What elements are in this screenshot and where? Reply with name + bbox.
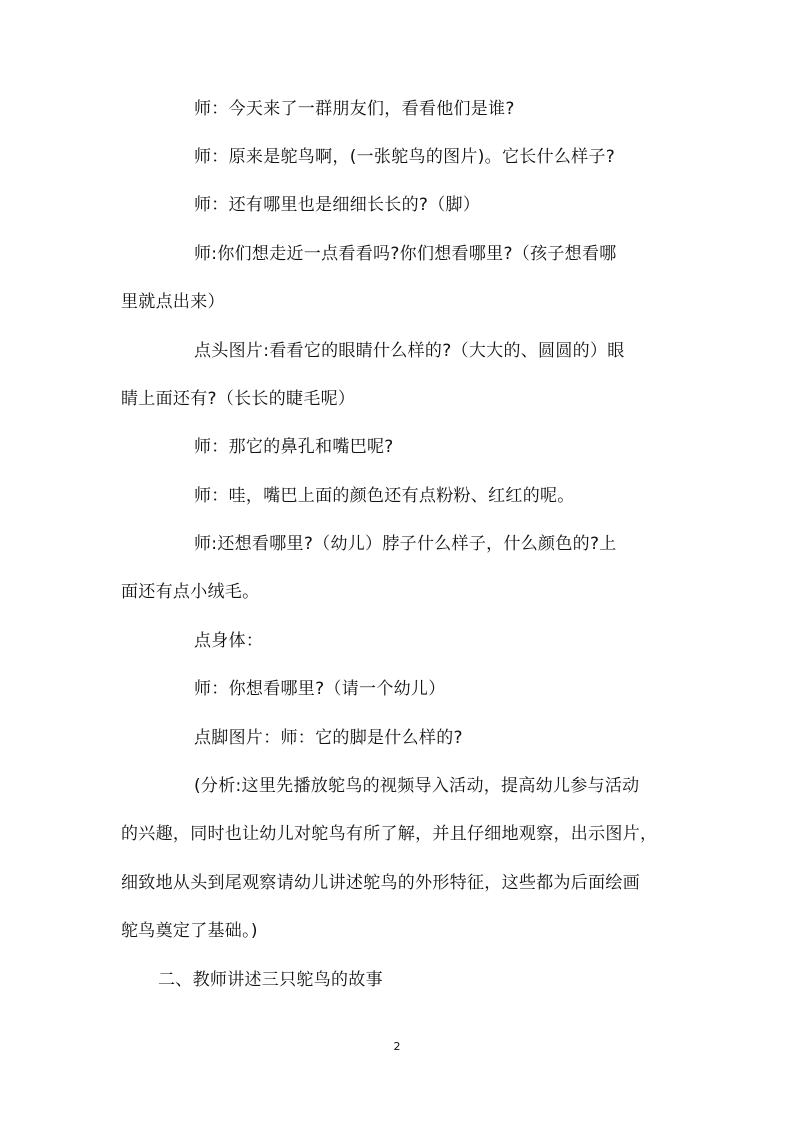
text-line-17: 细致地从头到尾观察请幼儿讲述鸵鸟的外形特征，这些都为后面绘画 [121, 873, 640, 893]
text-line-1: 师：今天来了一群朋友们，看看他们是谁? [194, 99, 515, 119]
text-line-7: 睛上面还有?（长长的睫毛呢） [121, 389, 356, 409]
text-line-18: 鸵鸟奠定了基础。) [121, 921, 258, 941]
text-line-3: 师：还有哪里也是细细长长的?（脚） [194, 195, 481, 215]
text-line-4: 师:你们想走近一点看看吗?你们想看哪里?（孩子想看哪 [194, 244, 617, 264]
text-line-16: 的兴趣，同时也让幼儿对鸵鸟有所了解，并且仔细地观察，出示图片， [121, 824, 658, 844]
text-line-14: 点脚图片：师：它的脚是什么样的? [194, 728, 463, 748]
text-line-8: 师：那它的鼻孔和嘴巴呢? [194, 437, 394, 457]
text-line-6: 点头图片:看看它的眼睛什么样的?（大大的、圆圆的）眼 [194, 341, 625, 361]
text-line-11: 面还有点小绒毛。 [121, 582, 260, 602]
text-line-10: 师:还想看哪里?（幼儿）脖子什么样子，什么颜色的?上 [194, 534, 617, 554]
section-heading: 二、教师讲述三只鸵鸟的故事 [158, 970, 383, 990]
text-line-13: 师：你想看哪里?（请一个幼儿） [194, 679, 446, 699]
text-line-12: 点身体： [194, 631, 264, 651]
text-line-9: 师：哇，嘴巴上面的颜色还有点粉粉、红红的呢。 [194, 486, 575, 506]
text-line-2: 师：原来是鸵鸟啊，(一张鸵鸟的图片)。它长什么样子? [194, 147, 616, 167]
text-line-15: (分析:这里先播放鸵鸟的视频导入活动，提高幼儿参与活动 [194, 776, 640, 796]
page-number: 2 [393, 1040, 401, 1053]
text-line-5: 里就点出来） [121, 292, 225, 312]
